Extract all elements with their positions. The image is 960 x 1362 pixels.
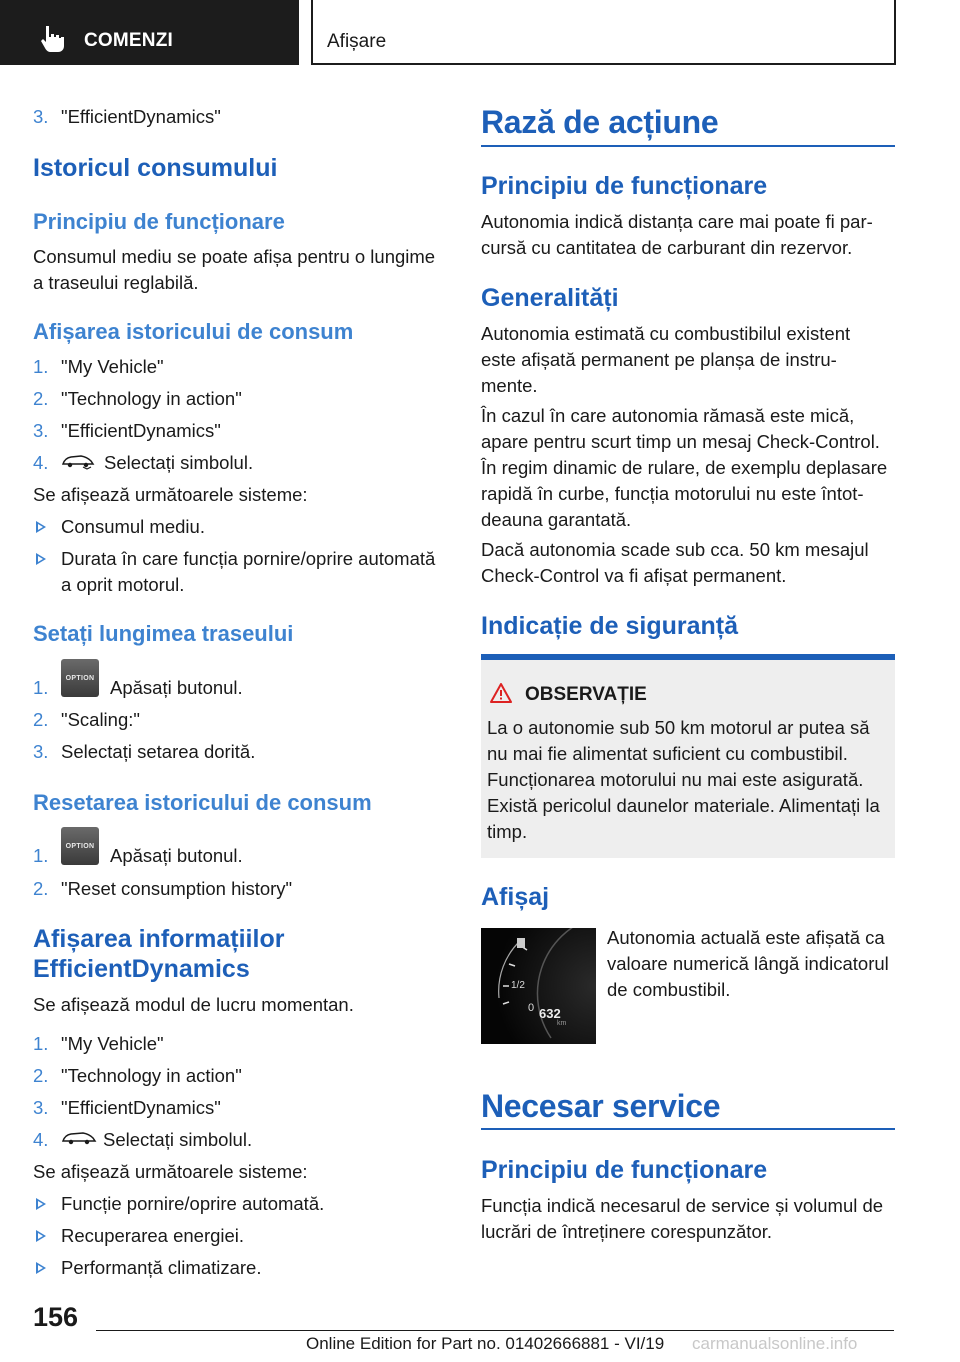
heading-rule [481,145,895,147]
warning-box [481,654,895,858]
gauge-range-value: 632 [539,1006,561,1021]
paragraph-line: deauna garantată. [481,509,632,530]
list-item: "Technology in action" [61,1065,242,1086]
warning-line: Există pericolul daunelor materiale. Alimentați la [487,795,880,816]
section-heading: Istoricul consumului [33,154,278,182]
list-item: "Scaling:" [61,709,140,730]
heading-rule [481,1128,895,1130]
bullet-item: Durata în care funcția pornire/oprire automată [61,548,436,569]
paragraph-line: Se afișează următoarele sisteme: [33,1161,308,1182]
footer-rule [96,1330,894,1331]
list-item: "My Vehicle" [61,1033,164,1054]
list-item: "My Vehicle" [61,356,164,377]
warning-line: Funcționarea motorului nu mai este asigurată. [487,769,864,790]
subsection-heading: Resetarea istoricului de consum [33,790,372,815]
fuel-gauge-image [481,928,596,1044]
chapter-heading: Rază de acțiune [481,104,719,140]
list-item: "EfficientDynamics" [61,106,221,127]
edition-text: Online Edition for Part no. 01402666881 - VI/19 [306,1334,665,1353]
paragraph-line: Consumul mediu se poate afișa pentru o lungime [33,246,436,267]
list-number: 4. [33,452,49,473]
list-item: "Reset consumption history" [61,878,293,899]
gauge-unit: km [557,1020,567,1027]
list-number: 3. [33,420,49,441]
paragraph-line: lucrări de întreținere corespunzător. [481,1221,773,1242]
paragraph-line: Check-Control va fi afișat permanent. [481,565,787,586]
paragraph-line: Dacă autonomia scade sub cca. 50 km mesajul [481,539,869,560]
warning-line: La o autonomie sub 50 km motorul ar putea să [487,717,870,738]
subsection-heading: Afișarea istoricului de consum [33,319,354,344]
paragraph-line: Autonomia indică distanța care mai poate fi par- [481,211,873,232]
bullet-item-cont: a oprit motorul. [61,574,185,595]
list-number: 1. [33,356,49,377]
section-heading: Afișaj [481,883,550,911]
paragraph-line: Se afișează modul de lucru momentan. [33,994,354,1015]
paragraph-line: rapidă în curbe, funcția motorului nu este întot- [481,483,864,504]
section-heading: Indicație de siguranță [481,612,739,640]
bullet-icon [36,1262,46,1274]
paragraph-line: mente. [481,375,538,396]
bullet-icon [36,1230,46,1242]
paragraph-line: de combustibil. [607,979,731,1000]
option-button-icon: OPTION [61,659,99,697]
paragraph-line: În regim dinamic de rulare, de exemplu deplasare [481,457,888,478]
paragraph-line: valoare numerică lângă indicatorul [607,953,889,974]
section-heading: Generalități [481,284,619,312]
paragraph-line: cursă cu cantitatea de carburant din rezervor. [481,237,853,258]
paragraph-line: Funcția indică necesarul de service și volumul de [481,1195,884,1216]
list-number: 3. [33,106,49,127]
bullet-item: Funcție pornire/oprire automată. [61,1193,325,1214]
list-number: 2. [33,709,49,730]
subsection-heading: Principiu de funcționare [33,209,285,234]
list-number: 1. [33,677,49,698]
paragraph-line: apare pentru scurt timp un mesaj Check-Control. [481,431,880,452]
option-button-icon: OPTION [61,827,99,865]
warning-title: OBSERVAȚIE [525,684,647,705]
list-item: "EfficientDynamics" [61,420,221,441]
topic-label: Afișare [327,31,387,52]
paragraph-line: este afișată permanent pe planșa de instru- [481,349,837,370]
list-item: Selectați simbolul. [103,1129,253,1150]
list-number: 2. [33,388,49,409]
hand-pointer-icon [40,24,66,52]
list-number: 2. [33,878,49,899]
paragraph-line: În cazul în care autonomia rămasă este mică, [481,405,855,426]
car-icon [61,1129,97,1147]
section-label: COMENZI [84,30,174,51]
bullet-icon [36,553,46,565]
watermark-text: carmanualsonline.info [692,1334,858,1353]
section-heading: Afișarea informațiilor [33,925,285,953]
bullet-icon [36,1198,46,1210]
list-number: 2. [33,1065,49,1086]
bullet-icon [36,521,46,533]
list-item: Selectați simbolul. [104,452,254,473]
topic-header [311,0,896,65]
warning-line: nu mai fie alimentat suficient cu combustibil. [487,743,848,764]
gauge-half-label: 1/2 [511,980,525,991]
list-number: 1. [33,1033,49,1054]
chapter-heading: Necesar service [481,1088,721,1124]
list-number: 1. [33,845,49,866]
car-icon [61,452,95,470]
list-number: 3. [33,1097,49,1118]
page-number: 156 [33,1302,79,1332]
bullet-item: Recuperarea energiei. [61,1225,245,1246]
list-item: "Technology in action" [61,388,242,409]
section-tab [0,0,299,65]
subsection-heading: Setați lungimea traseului [33,621,294,646]
paragraph-line: Se afișează următoarele sisteme: [33,484,308,505]
bullet-item: Performanță climatizare. [61,1257,262,1278]
section-heading: EfficientDynamics [33,955,250,983]
warning-triangle-icon [489,682,513,704]
list-item: Apăsați butonul. [110,845,243,866]
warning-line: timp. [487,821,528,842]
gauge-zero-label: 0 [528,1002,535,1014]
bullet-item: Consumul mediu. [61,516,205,537]
paragraph-line: a traseului reglabilă. [33,272,199,293]
section-heading: Principiu de funcționare [481,1156,768,1184]
list-number: 4. [33,1129,49,1150]
list-item: Selectați setarea dorită. [61,741,256,762]
section-heading: Principiu de funcționare [481,172,768,200]
paragraph-line: Autonomia actuală este afișată ca [607,927,885,948]
list-item: "EfficientDynamics" [61,1097,221,1118]
paragraph-line: Autonomia estimată cu combustibilul existent [481,323,851,344]
list-number: 3. [33,741,49,762]
list-item: Apăsați butonul. [110,677,243,698]
